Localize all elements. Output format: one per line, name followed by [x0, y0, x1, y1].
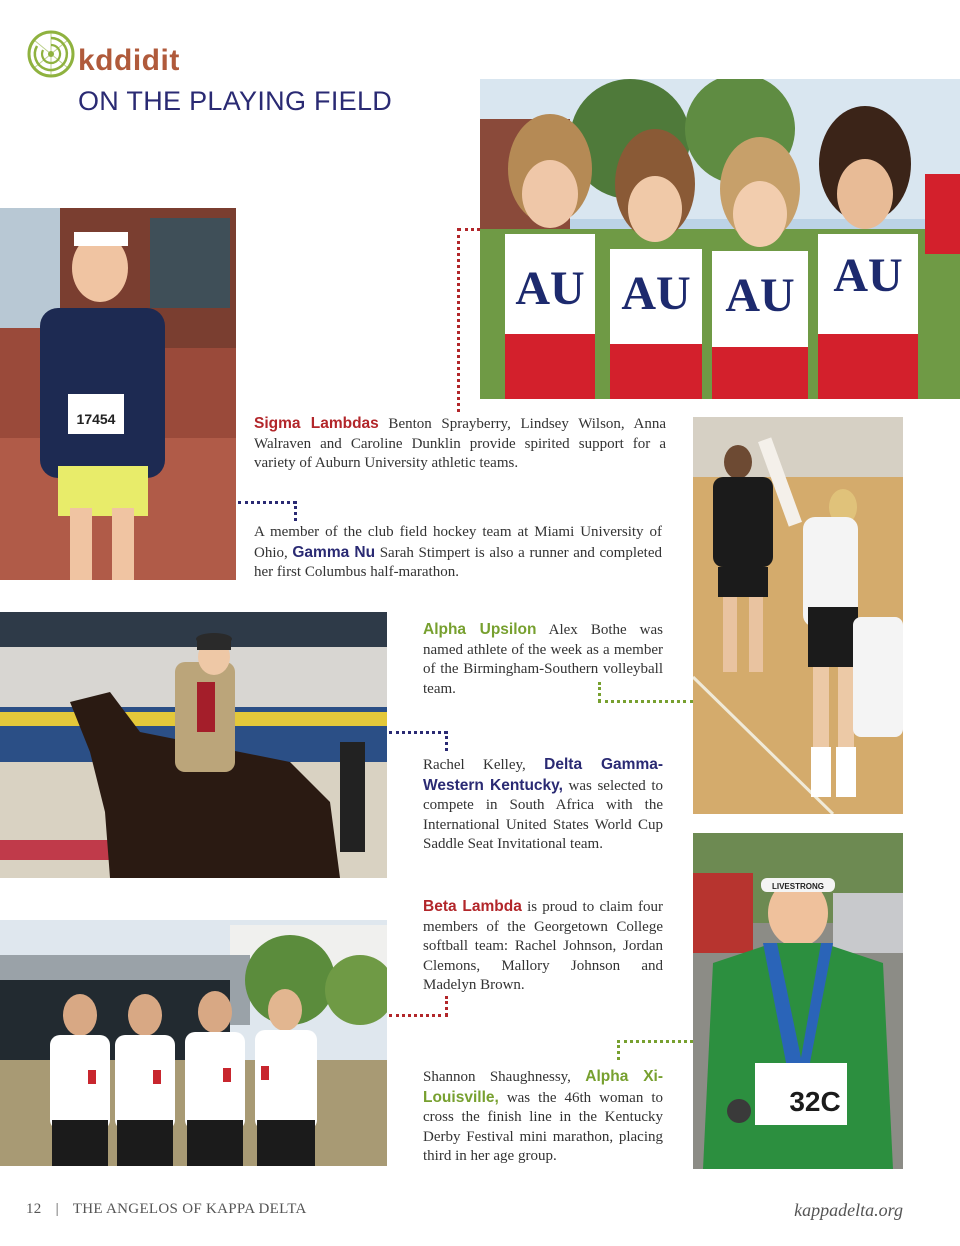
section-title: ON THE PLAYING FIELD	[78, 86, 393, 116]
bib-number-left: 17454	[76, 411, 116, 427]
connector-line	[294, 501, 297, 521]
caption-text: was selected to compete in South Africa with the International United States World Cup Saddle Seat Invitational team.	[423, 777, 663, 852]
caption-text: Sarah Stimpert is also a runner and completed her first Columbus half-marathon.	[254, 544, 662, 580]
nautilus-logo-icon	[26, 26, 76, 82]
svg-text:AU: AU	[833, 249, 903, 302]
svg-text:AU: AU	[515, 262, 585, 315]
caption-gamma-nu	[254, 523, 662, 583]
caption-alpha-upsilon	[423, 620, 663, 699]
website-url[interactable]: kappadelta.org	[794, 1200, 903, 1220]
chapter-name-delta-gamma: Delta Gamma-Western Kentucky,	[423, 756, 664, 794]
svg-text:AU: AU	[621, 267, 691, 320]
caption-beta-lambda	[423, 897, 663, 996]
caption-text: Shannon Shaughnessy,	[423, 1069, 586, 1085]
caption-text: was the 46th woman to cross the finish line in the Kentucky Derby Festival mini marathon, placing third in her age group.	[423, 1089, 663, 1164]
footer	[26, 1201, 307, 1218]
page-number: 12	[26, 1201, 42, 1217]
chapter-name-alpha-upsilon: Alpha Upsilon	[423, 621, 537, 638]
connector-line	[457, 228, 460, 412]
photo-marathon-finisher	[693, 833, 903, 1169]
footer-separator: |	[55, 1201, 59, 1217]
brand-name: kddidit	[78, 44, 180, 77]
publication-name: THE ANGELOS OF KAPPA DELTA	[72, 1201, 307, 1217]
caption-text: Rachel Kelley,	[423, 757, 545, 773]
caption-sigma-lambdas	[254, 414, 666, 474]
bib-number-right: 32C	[789, 1086, 841, 1117]
chapter-name-alpha-xi: Alpha Xi-Louisville,	[423, 1068, 664, 1106]
photo-volleyball	[693, 417, 903, 814]
caption-text: A member of the club field hockey team at Miami University of Ohio,	[254, 524, 662, 561]
caption-text: Alex Bothe was named athlete of the week as a member of the Birmingham-Southern volleyball team.	[423, 622, 663, 697]
connector-line	[445, 996, 448, 1016]
photo-cheerleaders	[480, 79, 960, 399]
photo-softball-team	[0, 920, 387, 1166]
caption-alpha-xi	[423, 1067, 663, 1167]
chapter-name-sigma-lambdas: Sigma Lambdas	[254, 415, 379, 432]
connector-line	[458, 228, 480, 231]
connector-line	[389, 731, 447, 734]
photo-runner-medal	[0, 208, 236, 580]
caption-text: Benton Sprayberry, Lindsey Wilson, Anna Walraven and Caroline Dunklin provide spirited support for a variety of Auburn University athletic teams.	[254, 416, 666, 471]
connector-line	[617, 1040, 620, 1060]
visor-text: LIVESTRONG	[771, 882, 825, 891]
photo-horse-rider	[0, 612, 387, 878]
connector-line	[238, 501, 296, 504]
caption-text: is proud to claim four members of the Georgetown College softball team: Rachel Johnson, Jordan Clemons, Mallory Johnson and Madelyn Brown.	[423, 899, 663, 993]
connector-line	[598, 682, 601, 702]
connector-line	[617, 1040, 693, 1043]
connector-line	[389, 1014, 448, 1017]
connector-line	[598, 700, 693, 703]
caption-delta-gamma	[423, 755, 663, 855]
chapter-name-beta-lambda: Beta Lambda	[423, 898, 522, 915]
connector-line	[445, 731, 448, 751]
chapter-name-gamma-nu: Gamma Nu	[292, 543, 376, 561]
svg-text:AU: AU	[725, 269, 795, 322]
